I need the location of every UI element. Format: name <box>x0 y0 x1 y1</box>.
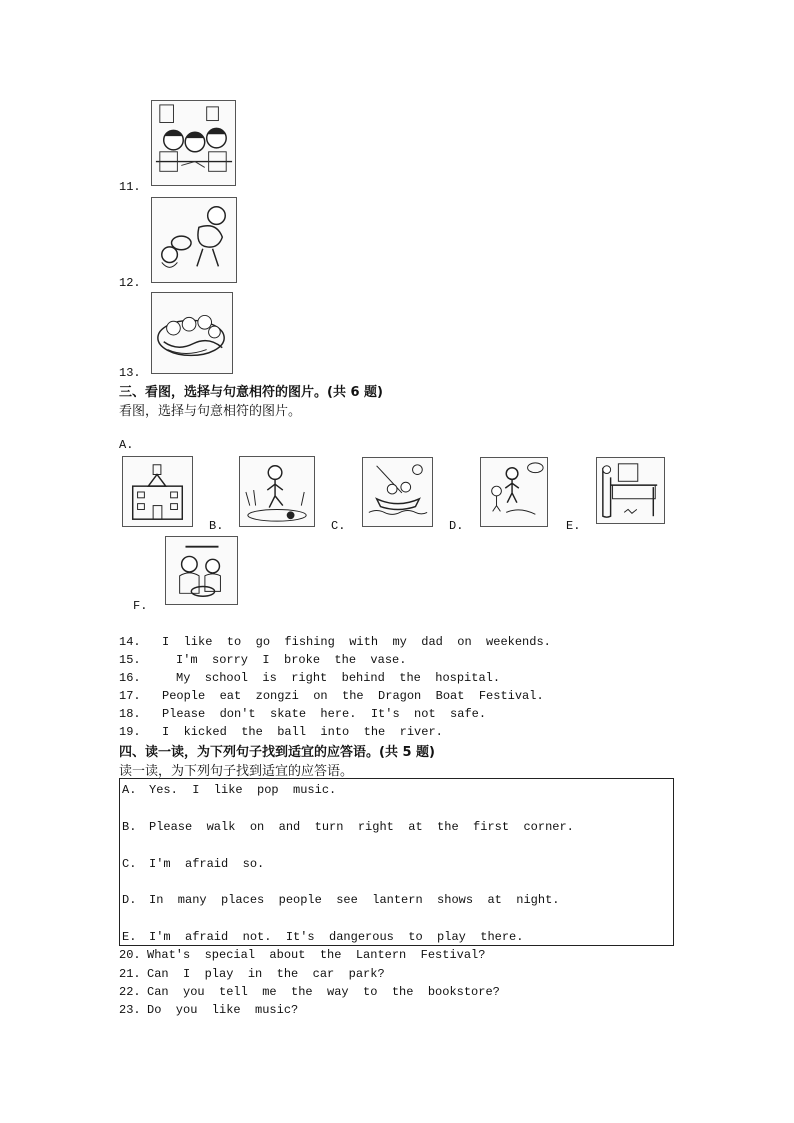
fishing-boat-icon <box>363 458 432 526</box>
option-label-b: B. <box>209 519 224 533</box>
item-text: I kicked the ball into the river. <box>162 725 443 739</box>
question-number: 23. <box>119 1003 141 1017</box>
answer-text: In many places people see lantern shows at night. <box>149 893 560 907</box>
answer-label: D. <box>122 893 137 907</box>
option-picture-e <box>596 457 665 524</box>
option-picture-c <box>362 457 433 527</box>
answer-text: Yes. I like pop music. <box>149 783 337 797</box>
item-number: 14. <box>119 635 141 649</box>
option-picture-d <box>480 457 548 527</box>
broken-vase-room-icon <box>597 458 664 523</box>
item-number: 17. <box>119 689 141 703</box>
picture-13 <box>151 292 233 374</box>
question-number: 20. <box>119 948 141 962</box>
option-label-e: E. <box>566 519 581 533</box>
question-text: Do you like music? <box>147 1003 299 1017</box>
children-playing-picture <box>152 198 236 282</box>
answer-text: I'm afraid so. <box>149 857 265 871</box>
section4-instruction: 读一读，为下列句子找到适宜的应答语。 <box>119 764 354 779</box>
section3-instruction: 看图，选择与句意相符的图片。 <box>119 404 302 419</box>
item-text: I like to go fishing with my dad on weekends. <box>162 635 551 649</box>
answer-label: B. <box>122 820 137 834</box>
question-text: What's special about the Lantern Festival? <box>147 948 486 962</box>
answer-label: A. <box>122 783 137 797</box>
section4-heading: 四、读一读，为下列句子找到适宜的应答语。(共 5 题) <box>119 745 435 760</box>
item-text: My school is right behind the hospital. <box>176 671 501 685</box>
question-text: Can you tell me the way to the bookstore? <box>147 985 500 999</box>
answer-options-box <box>119 778 674 946</box>
picture-label-11: 11. <box>119 180 141 194</box>
question-number: 21. <box>119 967 141 981</box>
answer-text: I'm afraid not. It's dangerous to play there. <box>149 930 524 944</box>
option-label-a: A. <box>119 438 134 452</box>
option-picture-b <box>239 456 315 527</box>
item-number: 16. <box>119 671 141 685</box>
option-label-f: F. <box>133 599 148 613</box>
crowd-picture <box>152 293 232 373</box>
picture-label-12: 12. <box>119 276 141 290</box>
picture-label-13: 13. <box>119 366 141 380</box>
picture-12 <box>151 197 237 283</box>
item-number: 18. <box>119 707 141 721</box>
option-label-c: C. <box>331 519 346 533</box>
option-picture-f <box>165 536 238 605</box>
item-number: 19. <box>119 725 141 739</box>
item-text: People eat zongzi on the Dragon Boat Festival. <box>162 689 544 703</box>
answer-text: Please walk on and turn right at the first corner. <box>149 820 574 834</box>
school-building-icon <box>123 457 192 526</box>
question-text: Can I play in the car park? <box>147 967 385 981</box>
boys-at-table-picture <box>152 101 235 185</box>
option-label-d: D. <box>449 519 464 533</box>
dragon-boat-festival-icon <box>166 537 237 604</box>
boy-kicking-ball-icon <box>240 457 314 526</box>
item-number: 15. <box>119 653 141 667</box>
answer-label: C. <box>122 857 137 871</box>
children-skating-icon <box>481 458 547 526</box>
item-text: Please don't skate here. It's not safe. <box>162 707 487 721</box>
section3-heading: 三、看图，选择与句意相符的图片。(共 6 题) <box>119 385 383 400</box>
option-picture-a <box>122 456 193 527</box>
question-number: 22. <box>119 985 141 999</box>
item-text: I'm sorry I broke the vase. <box>176 653 407 667</box>
picture-11 <box>151 100 236 186</box>
answer-label: E. <box>122 930 137 944</box>
